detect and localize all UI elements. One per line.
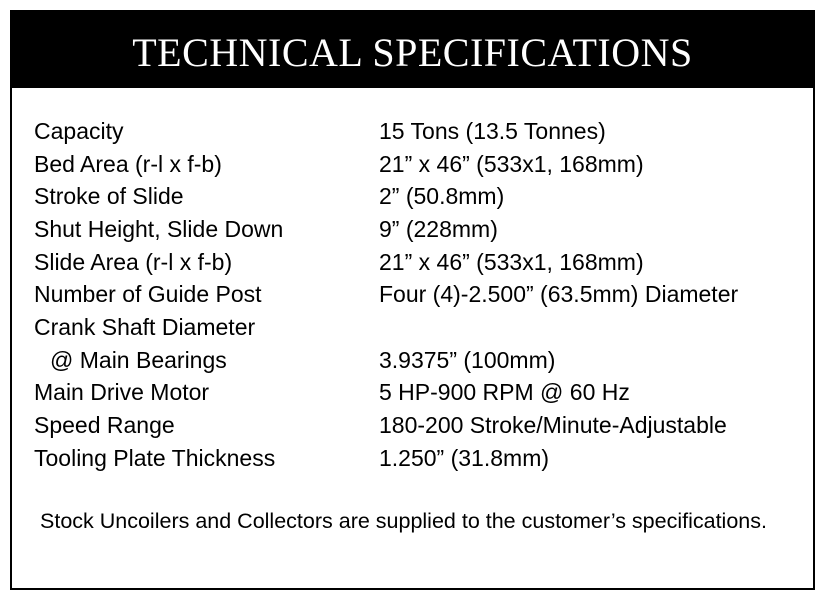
spec-row-bed-area (34, 148, 738, 181)
spec-value: 21” x 46” (533x1, 168mm) (379, 248, 644, 275)
spec-row-speed-range (34, 409, 738, 442)
spec-value: 15 Tons (13.5 Tonnes) (379, 117, 606, 144)
spec-row-stroke-of-slide (34, 180, 738, 213)
spec-row-guide-post (34, 278, 738, 311)
spec-row-crank-shaft (34, 311, 738, 344)
spec-label: Crank Shaft Diameter (34, 313, 256, 340)
spec-sheet (10, 10, 815, 590)
spec-row-capacity (34, 115, 738, 148)
spec-value: Four (4)-2.500” (63.5mm) Diameter (379, 281, 739, 308)
header-bar (12, 12, 813, 88)
spec-value: 2” (50.8mm) (379, 183, 505, 210)
spec-label: Shut Height, Slide Down (34, 215, 284, 242)
footer-note: Stock Uncoilers and Collectors are supplied to the customer’s specifications. (40, 509, 767, 533)
spec-value: 180-200 Stroke/Minute-Adjustable (379, 412, 727, 439)
spec-label: Tooling Plate Thickness (34, 444, 276, 471)
spec-label: Number of Guide Post (34, 281, 262, 308)
spec-value: 3.9375” (100mm) (379, 346, 556, 373)
page-title: TECHNICAL SPECIFICATIONS (132, 29, 693, 75)
spec-row-main-drive-motor (34, 377, 738, 410)
spec-row-shut-height (34, 213, 738, 246)
spec-value: 21” x 46” (533x1, 168mm) (379, 150, 644, 177)
spec-row-tooling-plate (34, 442, 738, 475)
spec-label: Main Drive Motor (34, 379, 210, 406)
spec-label: Speed Range (34, 412, 175, 439)
spec-list (34, 115, 738, 475)
spec-value: 5 HP-900 RPM @ 60 Hz (379, 379, 630, 406)
spec-label: Slide Area (r-l x f-b) (34, 248, 233, 275)
spec-value: 1.250” (31.8mm) (379, 444, 550, 471)
spec-label: @ Main Bearings (50, 346, 227, 373)
spec-row-main-bearings (34, 344, 738, 377)
spec-row-slide-area (34, 246, 738, 279)
spec-value: 9” (228mm) (379, 215, 498, 242)
spec-label: Capacity (34, 117, 124, 144)
spec-label: Stroke of Slide (34, 183, 184, 210)
spec-label: Bed Area (r-l x f-b) (34, 150, 222, 177)
